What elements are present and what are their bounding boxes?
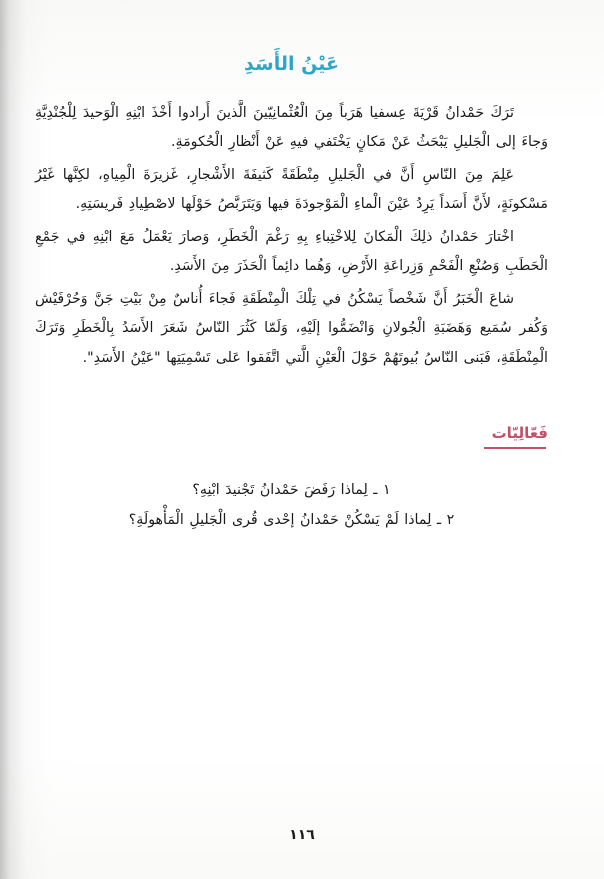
activities-underline — [484, 447, 546, 449]
activities-section — [35, 423, 548, 535]
activities-heading: فَعّالِيّات — [491, 424, 548, 443]
questions-list — [35, 475, 548, 535]
page-title: عَيْنُ الأَسَدِ — [244, 53, 339, 75]
story-body — [35, 99, 548, 374]
question-item: ٢ ـ لِماذا لَمْ يَسْكُنْ حَمْدانُ إحْدى قُرى الْجَليلِ الْمَأْهولَةِ؟ — [128, 512, 455, 529]
question-item: ١ ـ لِماذا رَفَضَ حَمْدانُ تَجْنيدَ ابْنِهِ؟ — [192, 482, 391, 499]
paragraph: عَلِمَ مِنَ النّاسِ أَنَّ في الْجَليلِ مِنْطَقَةً كَثيفَةَ الأَشْجارِ، غَزيرَةَ الْمِياهِ، لكِنَّها غَيْرُ مَسْكونَةٍ، لأَنَّ أَسَداً يَرِدُ عَيْنَ الْماءِ الْمَوْجودَةَ فيها وَيَتَرَبَّصُ حَوْلَها لاصْطِيادِ فَريسَتِهِ. — [35, 166, 548, 213]
paragraph: اخْتارَ حَمْدانُ ذلِكَ الْمَكانَ لِلاخْتِباءِ بِهِ رَغْمَ الْخَطَرِ، وَصارَ يَعْمَلُ مَعَ ابْنِهِ في جَمْعِ الْحَطَبِ وَصُنْعِ الْفَحْمِ وَزِراعَةِ الأَرْضِ، وَهُما دائِماً الْحَذَرَ مِنَ الأَسَدِ. — [35, 228, 548, 275]
page-number: ١١٦ — [289, 827, 315, 843]
paragraph: تَرَكَ حَمْدانُ قَرْيَةَ عِسفيا هَرَباً مِنَ الْعُثْمانِيّينَ الَّذينَ أَرادوا أَخْذَ ابْنِهِ الْوَحيدَ لِلْجُنْدِيَّةِ وَجاءَ إلى الْجَليلِ يَبْحَثُ عَنْ مَكانٍ يَخْتَفي فيهِ عَنْ أَنْظارِ الْحُكومَةِ. — [35, 104, 548, 151]
paragraph: شاعَ الْخَبَرُ أَنَّ شَخْصاً يَسْكُنُ في تِلْكَ الْمِنْطَقَةِ فَجاءَ أُناسٌ مِنْ بَيْتِ جَنَّ وَحُرْفَيْش وَكُفر سُمَيع وَهَضَبَةِ الْجُولانِ وَانْضَمُّوا إلَيْهِ، وَلَمّا كَثُرَ النّاسُ شَعَرَ الأَسَدُ بِالْخَطَرِ وَتَرَكَ الْمِنْطَقَةِ، فَبَنى النّاسُ بُيوتَهُمْ حَوْلَ الْعَيْنِ الَّتي اتَّفَقوا عَلى تَسْمِيَتِها "عَيْنُ الأَسَدِ". — [35, 290, 548, 366]
